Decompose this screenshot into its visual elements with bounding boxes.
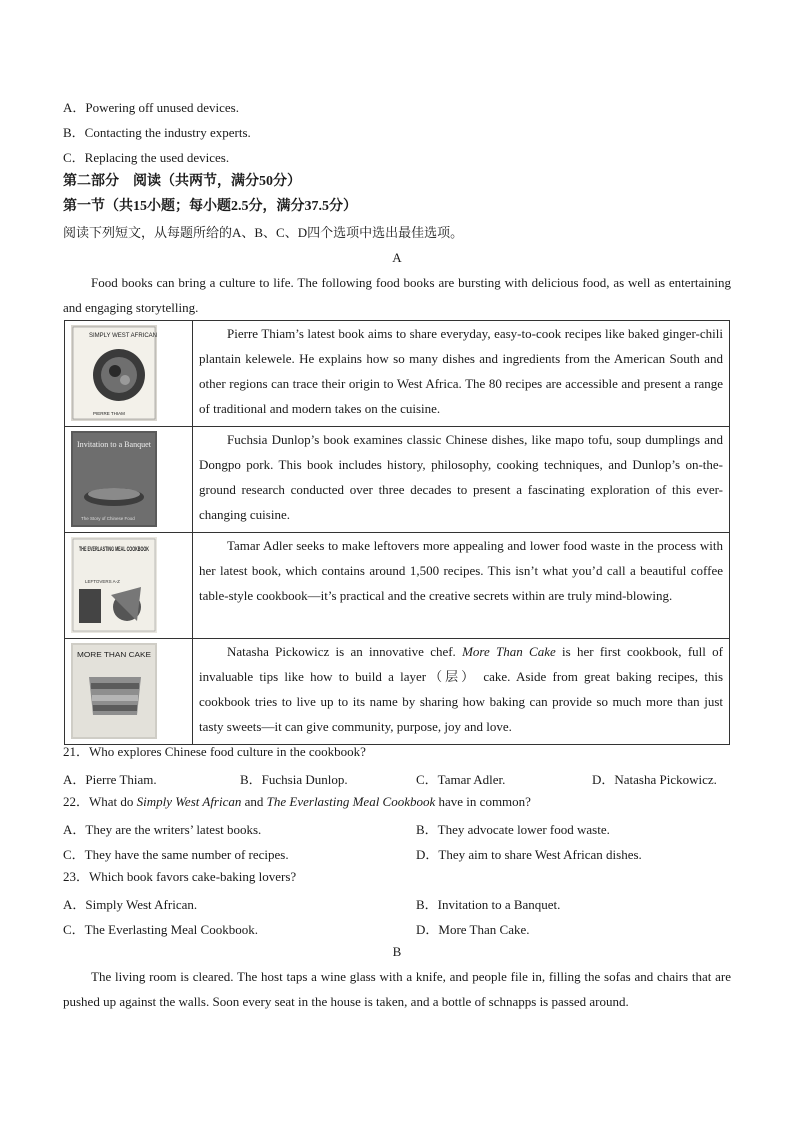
cover-title: THE EVERLASTING MEAL COOKBOOK — [79, 546, 150, 553]
book-cover-image — [71, 643, 157, 739]
stem-text: and — [241, 794, 267, 809]
answer-option[interactable]: B．They advocate lower food waste. — [416, 822, 610, 837]
question-stem: 21．Who explores Chinese food culture in the cookbook? — [63, 744, 366, 759]
answer-option[interactable]: D．They aim to share West African dishes. — [416, 847, 642, 862]
book-cover-image — [71, 325, 157, 421]
option-text: A．Powering off unused devices. — [63, 100, 239, 115]
book-row — [65, 639, 730, 745]
stem-text: have in common? — [435, 794, 531, 809]
cover-title: SIMPLY WEST AFRICAN — [89, 333, 158, 339]
option-text: C．Replacing the used devices. — [63, 150, 230, 165]
stem-text: 22．What do — [63, 794, 137, 809]
instruction: 阅读下列短文，从每题所给的A、B、C、D四个选项中选出最佳选项。 — [63, 225, 464, 240]
answer-option[interactable]: C．Tamar Adler. — [416, 772, 506, 787]
answer-option[interactable]: A．They are the writers’ latest books. — [63, 822, 262, 837]
passage-b-text: The living room is cleared. The host taps a wine glass with a knife, and people file in, filling the sofas and chairs that are pushed up against the walls. Soon every seat in the house is taken, and a bottle of schnapps is passed around. — [63, 969, 731, 1009]
passage-label: A — [392, 250, 402, 265]
passage-intro: Food books can bring a culture to life. The following food books are bursting with delicious food, as well as entertaining and engaging storytelling. — [63, 275, 731, 315]
book-description-text: Natasha Pickowicz is an innovative chef. — [227, 644, 463, 659]
book-description — [193, 639, 730, 745]
answer-option[interactable]: D．More Than Cake. — [416, 922, 530, 937]
section-heading: 第一节（共15小题；每小题2.5分，满分37.5分） — [63, 199, 357, 214]
book-description: Tamar Adler seeks to make leftovers more appealing and lower food waste in the process with her latest book, which contains around 1,500 recipes. This isn’t what you’d call a beautiful coffee table-style cookbook—it’s practical and the creative secrets within are truly mind-blowing. — [193, 533, 730, 639]
book-description: Pierre Thiam’s latest book aims to share everyday, easy-to-cook recipes like baked ginger-chili plantain kelewele. He explains how so many dishes and ingredients from the American South and other regions can trace their origin to West Africa. The 80 recipes are accessible and present a range of traditional and modern takes on the cuisine. — [193, 321, 730, 427]
answer-option[interactable]: D．Natasha Pickowicz. — [592, 772, 717, 787]
book-title-italic: The Everlasting Meal Cookbook — [266, 794, 436, 809]
book-cover-image — [71, 537, 157, 633]
question-stem — [63, 794, 531, 809]
cover-subtitle: The Story of Chinese Food — [81, 516, 135, 521]
book-row — [65, 321, 730, 427]
option-text: B．Contacting the industry experts. — [63, 125, 251, 140]
cover-title: Invitation to a Banquet — [77, 440, 152, 449]
question-stem: 23．Which book favors cake-baking lovers? — [63, 869, 297, 884]
book-table — [64, 320, 730, 745]
book-cover-image — [71, 431, 157, 527]
passage-label: B — [392, 944, 402, 959]
answer-option[interactable]: C．The Everlasting Meal Cookbook. — [63, 922, 258, 937]
book-description: Fuchsia Dunlop’s book examines classic Chinese dishes, like mapo tofu, soup dumplings and Dongpo pork. This book includes history, philosophy, cooking techniques, and Dunlop’s on-the-ground research conducted over three decades to present a fascinating exploration of this ever-changing cuisine. — [193, 427, 730, 533]
answer-option[interactable]: B．Invitation to a Banquet. — [416, 897, 561, 912]
book-title-italic: More Than Cake — [462, 644, 556, 659]
cover-author: PIERRE THIAM — [93, 411, 125, 416]
book-row — [65, 533, 730, 639]
cover-title: MORE THAN CAKE — [77, 650, 151, 659]
part-heading: 第二部分 阅读（共两节，满分50分） — [63, 174, 301, 189]
book-title-italic: Simply West African — [136, 794, 242, 809]
book-row — [65, 427, 730, 533]
answer-option[interactable]: A．Pierre Thiam. — [63, 772, 157, 787]
answer-option[interactable]: B．Fuchsia Dunlop. — [240, 772, 348, 787]
answer-option[interactable]: C．They have the same number of recipes. — [63, 847, 289, 862]
answer-option[interactable]: A．Simply West African. — [63, 897, 198, 912]
book-description-text: is her first cookbook, full of invaluable tips like how to build a layer（层） cake. Aside from great baking recipes, this cookbook tries to live up to its name by sharing how baking can provide so much more than just tasty sweets—it can give community, purpose, joy and love. — [199, 644, 723, 734]
cover-subtitle: LEFTOVERS A-Z — [85, 579, 120, 584]
